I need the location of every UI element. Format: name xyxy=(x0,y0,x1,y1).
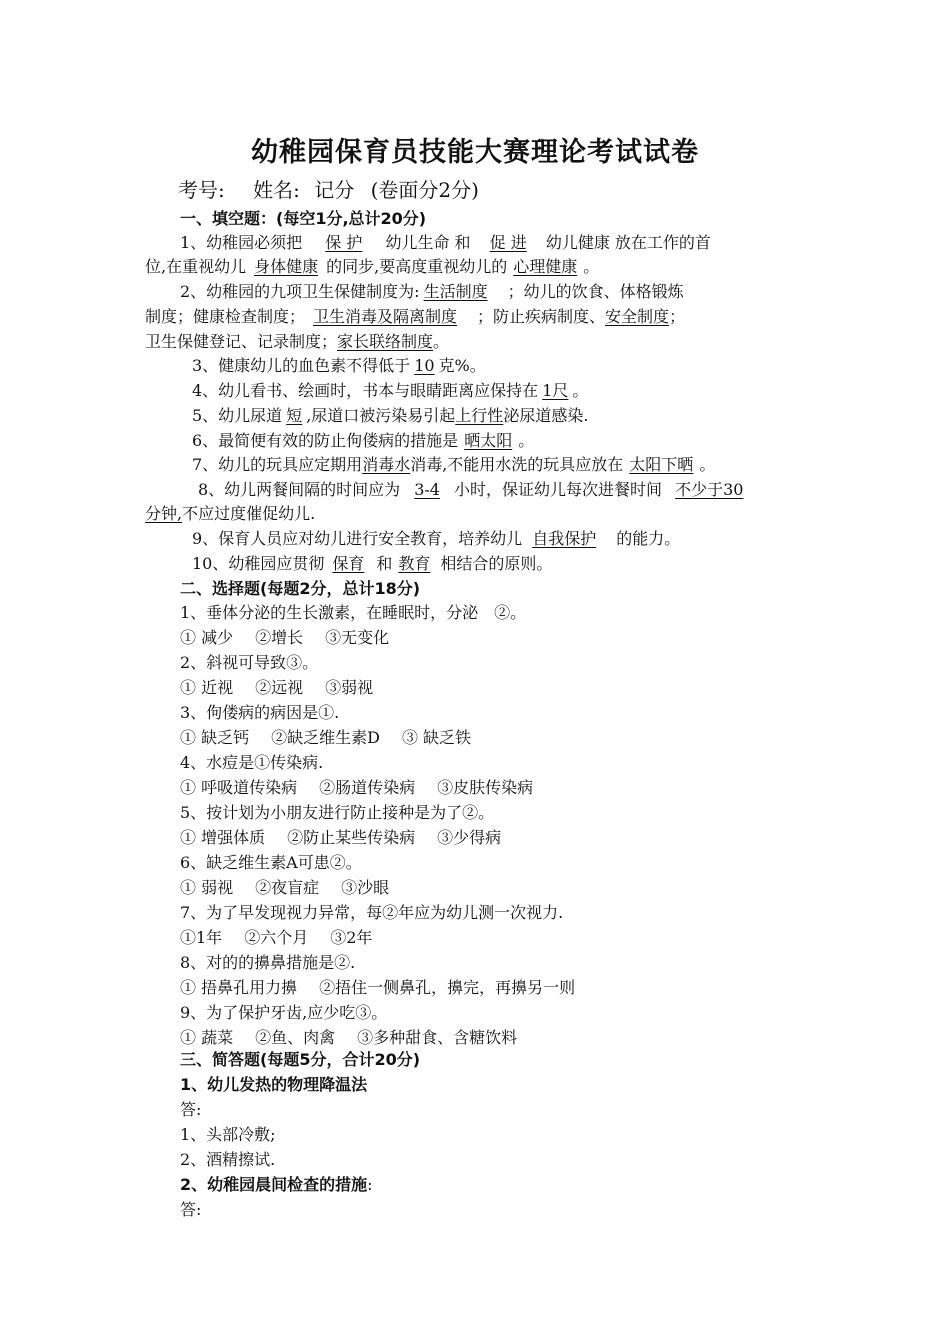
choice-option: ① 近视 xyxy=(180,678,234,697)
choice-question: 3、佝偻病的病因是①. xyxy=(180,703,340,722)
short-q1: 1、幼儿发热的物理降温法 xyxy=(180,1075,368,1094)
choice-option: ②缺乏维生素D xyxy=(271,728,380,747)
choice-option: ②增长 xyxy=(255,628,304,647)
q5-line: 5、幼儿尿道 短 ,尿道口被污染易引起上行性泌尿道感染. xyxy=(192,406,589,425)
choice-question: 6、缺乏维生素A可患②。 xyxy=(180,853,362,872)
section-choice-heading: 二、选择题(每题2分，总计18分) xyxy=(180,579,421,598)
choice-option: ②捂住一侧鼻孔，擤完，再擤另一则 xyxy=(319,978,576,997)
q6-line: 6、最简便有效的防止佝偻病的措施是 晒太阳 。 xyxy=(192,431,535,450)
choice-option: ②肠道传染病 xyxy=(319,778,416,797)
section-fill-blank-heading: 一、填空题：(每空1分,总计20分) xyxy=(180,209,427,228)
name-label: 姓名: xyxy=(253,178,300,202)
q8-line2: 分钟,不应过度催促幼儿. xyxy=(145,504,316,523)
choice-option: ① 增强体质 xyxy=(180,828,266,847)
q2-line1: 2、幼稚园的九项卫生保健制度为: 生活制度 ；幼儿的饮食、体格锻炼 xyxy=(180,282,684,301)
choice-options xyxy=(180,725,471,748)
choice-option: ②六个月 xyxy=(244,928,309,947)
section-short-answer-heading: 三、简答题(每题5分，合计20分) xyxy=(180,1050,421,1069)
answer-1-item-2: 2、酒精擦试. xyxy=(180,1150,276,1169)
choice-question: 8、对的的擤鼻措施是②. xyxy=(180,953,356,972)
q1-line2: 位,在重视幼儿 身体健康 的同步,要高度重视幼儿的 心理健康 。 xyxy=(145,257,600,276)
choice-option: ③皮肤传染病 xyxy=(437,778,534,797)
choice-option: ① 弱视 xyxy=(180,878,234,897)
q8-line1: 8、幼儿两餐间隔的时间应为 3-4 小时，保证幼儿每次进餐时间 不少于30 xyxy=(198,480,744,499)
choice-question: 5、按计划为小朋友进行防止接种是为了②。 xyxy=(180,803,495,822)
choice-options xyxy=(180,875,389,898)
q2-line3: 卫生保健登记、记录制度；家长联络制度。 xyxy=(145,332,450,351)
q1-line1: 1、幼稚园必须把 保 护 幼儿生命 和 促 进 幼儿健康 放在工作的首 xyxy=(180,233,711,252)
short-q2: 2、幼稚园晨间检查的措施: xyxy=(180,1175,373,1194)
choice-option: ① 呼吸道传染病 xyxy=(180,778,298,797)
choice-question: 7、为了早发现视力异常，每②年应为幼儿测一次视力. xyxy=(180,903,564,922)
choice-option: ① 缺乏钙 xyxy=(180,728,250,747)
q3-line: 3、健康幼儿的血色素不得低于 10 克%。 xyxy=(192,356,486,375)
q4-line: 4、幼儿看书、绘画时，书本与眼睛距离应保持在 1尺 。 xyxy=(192,381,589,400)
q9-line: 9、保育人员应对幼儿进行安全教育，培养幼儿 自我保护 的能力。 xyxy=(192,529,681,548)
answer-label-1: 答: xyxy=(180,1100,202,1119)
exam-header xyxy=(178,174,501,203)
choice-option: ①1年 xyxy=(180,928,223,947)
choice-question: 2、斜视可导致③。 xyxy=(180,653,319,672)
choice-option: ① 减少 xyxy=(180,628,234,647)
score-label: 记分 xyxy=(314,178,355,202)
choice-option: ③沙眼 xyxy=(341,878,390,897)
choice-option: ②防止某些传染病 xyxy=(287,828,416,847)
q10-line: 10、幼稚园应贯彻 保育 和 教育 相结合的原则。 xyxy=(192,554,553,573)
page-title: 幼稚园保育员技能大赛理论考试试卷 xyxy=(251,137,699,168)
choice-options xyxy=(180,675,373,698)
paper-score-label: (卷面分2分) xyxy=(370,178,479,202)
choice-options xyxy=(180,625,389,648)
choice-question: 1、垂体分泌的生长激素，在睡眠时，分泌 ②。 xyxy=(180,603,527,622)
q7-line: 7、幼儿的玩具应定期用消毒水消毒,不能用水洗的玩具应放在 太阳下晒 。 xyxy=(192,455,716,474)
answer-label-2: 答: xyxy=(180,1200,202,1219)
choice-option: ②夜盲症 xyxy=(255,878,320,897)
choice-options xyxy=(180,1025,517,1048)
exam-number-label: 考号: xyxy=(178,178,225,202)
choice-options xyxy=(180,775,533,798)
choice-option: ③少得病 xyxy=(437,828,502,847)
q2-line2: 制度；健康检查制度； 卫生消毒及隔离制度 ；防止疾病制度、安全制度； xyxy=(145,307,686,326)
choice-option: ③多种甜食、含糖饮料 xyxy=(357,1028,518,1047)
choice-options xyxy=(180,975,575,998)
choice-options xyxy=(180,925,372,948)
choice-option: ③弱视 xyxy=(325,678,374,697)
choice-question: 9、为了保护牙齿,应少吃③。 xyxy=(180,1003,388,1022)
choice-option: ① 蔬菜 xyxy=(180,1028,234,1047)
choice-option: ① 捂鼻孔用力擤 xyxy=(180,978,298,997)
choice-question: 4、水痘是①传染病. xyxy=(180,753,324,772)
choice-option: ②远视 xyxy=(255,678,304,697)
choice-options xyxy=(180,825,501,848)
choice-option: ③无变化 xyxy=(325,628,390,647)
choice-option: ③2年 xyxy=(330,928,373,947)
choice-option: ③ 缺乏铁 xyxy=(401,728,472,747)
choice-option: ②鱼、肉禽 xyxy=(255,1028,336,1047)
answer-1-item-1: 1、头部冷敷; xyxy=(180,1125,276,1144)
